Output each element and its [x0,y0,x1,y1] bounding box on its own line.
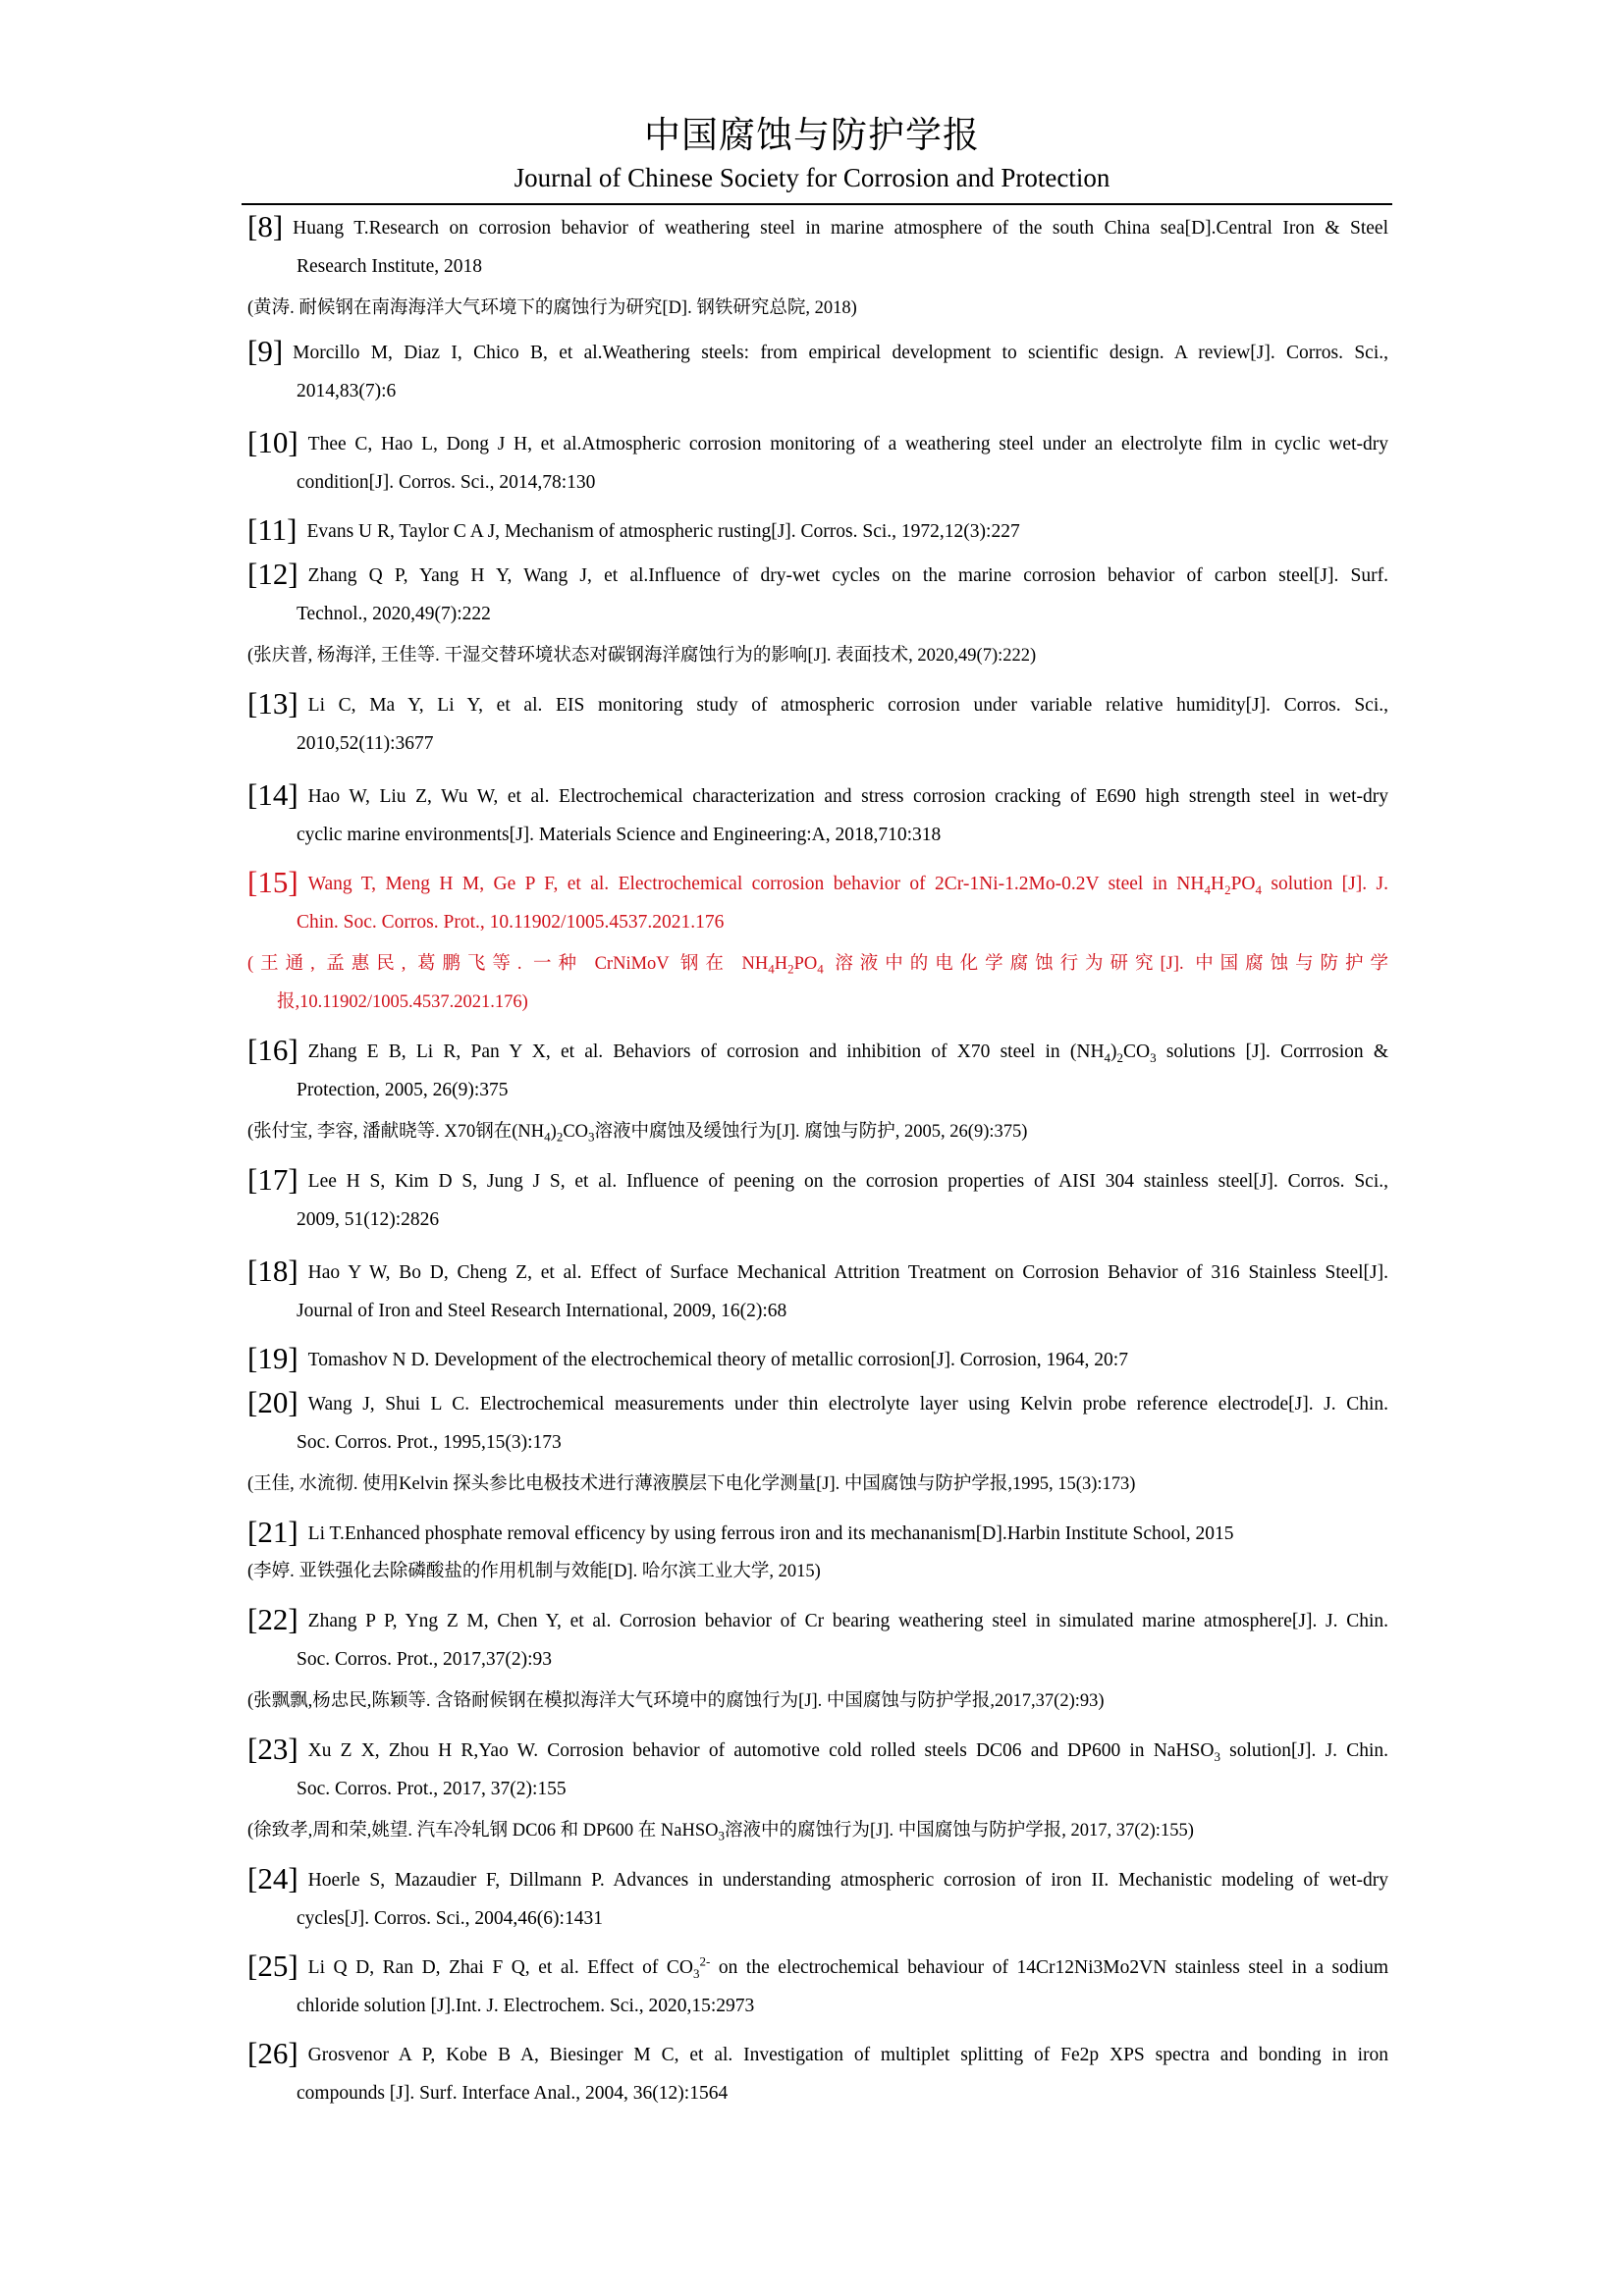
reference-entry [247,1730,1388,1808]
journal-header [0,114,1624,194]
reference-translation-highlighted [247,945,1388,1022]
reference-text: Protection, 2005, 26(9):375 [297,1080,509,1100]
reference-translation [247,1812,1388,1850]
reference-entry [247,207,1388,286]
reference-text: (张付宝, 李容, 潘献晓等. X70钢在$(NH_4)_2CO_3$溶液中腐蚀及缓蚀行为[J]. 腐蚀与防护, 2005, 26(9):375) [247,1122,1028,1145]
reference-translation [247,1682,1388,1721]
reference-translation [247,1466,1388,1504]
reference-text: (徐致孝,周和荣,姚望. 汽车冷轧钢 DC06 和 DP600 在 NaHSO$_3$溶液中的腐蚀行为[J]. 中国腐蚀与防护学报, 2017, 37(2):155) [247,1821,1194,1843]
reference-entry [247,1947,1388,2025]
reference-number: [26] [247,2036,298,2070]
reference-text: Zhang Q P, Yang H Y, Wang J, et al.Influence of dry-wet cycles on the marine corrosion behavior of carbon steel[J]. Surf. [307,565,1388,586]
reference-number: [14] [247,777,298,812]
reference-entry [247,555,1388,633]
reference-text: Tomashov N D. Development of the electrochemical theory of metallic corrosion[J]. Corrosion, 1964, 20:7 [307,1350,1128,1370]
reference-text: Soc. Corros. Prot., 1995,15(3):173 [297,1432,562,1453]
reference-entry [247,2034,1388,2112]
reference-text: Evans U R, Taylor C A J, Mechanism of atmospheric rusting[J]. Corros. Sci., 1972,12(3):227 [306,521,1020,542]
reference-text: 2009, 51(12):2826 [297,1209,440,1230]
reference-text: Journal of Iron and Steel Research International, 2009, 16(2):68 [297,1301,787,1321]
reference-number: [13] [247,686,298,721]
reference-text: (李婷. 亚铁强化去除磷酸盐的作用机制与效能[D]. 哈尔滨工业大学, 2015) [247,1562,821,1581]
reference-number: [25] [247,1949,298,1983]
reference-text: Zhang E B, Li R, Pan Y X, et al. Behaviors of corrosion and inhibition of X70 steel in $(NH_4)_2CO_3$ solutions [J]. Corrrosion & [307,1041,1388,1065]
reference-entry [247,1031,1388,1109]
reference-number: [10] [247,425,298,459]
reference-text: Huang T.Research on corrosion behavior of weathering steel in marine atmosphere of the south China sea[D].Central Iron & Steel [293,218,1388,239]
reference-text: (张飘飘,杨忠民,陈颖等. 含铬耐候钢在模拟海洋大气环境中的腐蚀行为[J]. 中国腐蚀与防护学报,2017,37(2):93) [247,1691,1105,1711]
reference-entry [247,423,1388,502]
reference-number: [17] [247,1162,298,1197]
reference-text: Morcillo M, Diaz I, Chico B, et al.Weathering steels: from empirical development to scientific design. A review[J]. Corros. Sci., [293,343,1388,363]
reference-number: [11] [247,512,298,547]
reference-entry [247,1339,1388,1379]
reference-text: Grosvenor A P, Kobe B A, Biesinger M C, et al. Investigation of multiplet splitting of Fe2p XPS spectra and bonding in iron [307,2045,1388,2065]
reference-translation [247,1553,1388,1591]
reference-translation [247,637,1388,675]
reference-text: Hoerle S, Mazaudier F, Dillmann P. Advances in understanding atmospheric corrosion of iron II. Mechanistic modeling of wet-dry [307,1870,1388,1891]
reference-entry [247,684,1388,763]
reference-entry [247,1513,1388,1553]
reference-text: (张庆普, 杨海洋, 王佳等. 干湿交替环境状态对碳钢海洋腐蚀行为的影响[J]. 表面技术, 2020,49(7):222) [247,646,1037,666]
reference-text: Thee C, Hao L, Dong J H, et al.Atmospheric corrosion monitoring of a weathering steel under an electrolyte film in cyclic wet-dry [307,434,1388,454]
journal-title-cn: 中国腐蚀与防护学报 [644,116,980,156]
reference-entry [247,1600,1388,1679]
reference-number: [15] [247,865,298,899]
reference-entry [247,1383,1388,1462]
reference-number: [21] [247,1515,298,1549]
reference-text: (王佳, 水流彻. 使用Kelvin 探头参比电极技术进行薄液膜层下电化学测量[J]. 中国腐蚀与防护学报,1995, 15(3):173) [247,1474,1136,1494]
header-rule [242,203,1392,205]
reference-text: chloride solution [J].Int. J. Electrochem. Sci., 2020,15:2973 [297,1996,755,2016]
reference-text: Wang T, Meng H M, Ge P F, et al. Electrochemical corrosion behavior of 2Cr-1Ni-1.2Mo-0.2V steel in $NH_4H_2PO_4$ solution [J]. J. [307,874,1388,897]
reference-entry [247,1160,1388,1239]
reference-number: [8] [247,209,284,243]
reference-text: Lee H S, Kim D S, Jung J S, et al. Influence of peening on the corrosion properties of AISI 304 stainless steel[J]. Corros. Sci., [307,1171,1388,1192]
reference-text: condition[J]. Corros. Sci., 2014,78:130 [297,472,596,493]
reference-text: Soc. Corros. Prot., 2017, 37(2):155 [297,1779,567,1799]
reference-text: Chin. Soc. Corros. Prot., 10.11902/1005.4537.2021.176 [297,912,725,933]
reference-entry [247,1252,1388,1330]
reference-text: Hao W, Liu Z, Wu W, et al. Electrochemical characterization and stress corrosion cracking of E690 high strength steel in wet-dry [307,786,1388,807]
reference-number: [18] [247,1254,298,1288]
reference-text: cyclic marine environments[J]. Materials Science and Engineering:A, 2018,710:318 [297,825,942,845]
reference-entry [247,332,1388,410]
reference-entry [247,1859,1388,1938]
reference-number: [9] [247,334,284,368]
reference-entry [247,510,1388,551]
reference-text: Li C, Ma Y, Li Y, et al. EIS monitoring study of atmospheric corrosion under variable relative humidity[J]. Corros. Sci., [307,695,1388,716]
reference-text: Soc. Corros. Prot., 2017,37(2):93 [297,1649,552,1670]
reference-number: [24] [247,1861,298,1896]
reference-text: compounds [J]. Surf. Interface Anal., 2004, 36(12):1564 [297,2083,729,2104]
reference-translation [247,290,1388,328]
reference-text: Technol., 2020,49(7):222 [297,604,491,624]
reference-number: [19] [247,1341,298,1375]
reference-text: (黄涛. 耐候钢在南海海洋大气环境下的腐蚀行为研究[D]. 钢铁研究总院, 2018) [247,298,857,318]
reference-text: Hao Y W, Bo D, Cheng Z, et al. Effect of Surface Mechanical Attrition Treatment on Corrosion Behavior of 316 Stainless Steel[J]. [307,1262,1388,1283]
reference-number: [20] [247,1385,298,1419]
reference-list [247,207,1388,2112]
reference-text: 2014,83(7):6 [297,381,397,401]
reference-translation [247,1113,1388,1151]
reference-text: Li Q D, Ran D, Zhai F Q, et al. Effect of $CO_3^{2-}$ on the electrochemical behaviour of 14Cr12Ni3Mo2VN stainless steel in a sodium [307,1953,1388,1981]
reference-text: Research Institute, 2018 [297,256,482,277]
reference-text: Xu Z X, Zhou H R,Yao W. Corrosion behavior of automotive cold rolled steels DC06 and DP600 in NaHSO$_3$ solution[J]. J. Chin. [307,1740,1388,1764]
reference-text: Zhang P P, Yng Z M, Chen Y, et al. Corrosion behavior of Cr bearing weathering steel in simulated marine atmosphere[J]. J. Chin. [307,1611,1388,1631]
reference-text: 报,10.11902/1005.4537.2021.176) [277,992,528,1012]
reference-text: 2010,52(11):3677 [297,733,434,754]
reference-text: Wang J, Shui L C. Electrochemical measurements under thin electrolyte layer using Kelvin probe reference electrode[J]. J. Chin. [307,1394,1388,1415]
journal-title-en: Journal of Chinese Society for Corrosion and Protection [514,163,1110,192]
reference-number: [22] [247,1602,298,1636]
reference-number: [23] [247,1732,298,1766]
reference-text: (王通, 孟惠民, 葛鹏飞等. 一种 CrNiMoV 钢在 $NH_4H_2PO_4$ 溶液中的电化学腐蚀行为研究[J]. 中国腐蚀与防护学 [247,954,1389,977]
reference-text: cycles[J]. Corros. Sci., 2004,46(6):1431 [297,1908,603,1929]
reference-entry [247,775,1388,854]
reference-text: Li T.Enhanced phosphate removal efficency by using ferrous iron and its mechananism[D].Harbin Institute School, 2015 [307,1523,1234,1544]
reference-number: [12] [247,557,298,591]
reference-number: [16] [247,1033,298,1067]
reference-entry-highlighted [247,863,1388,941]
